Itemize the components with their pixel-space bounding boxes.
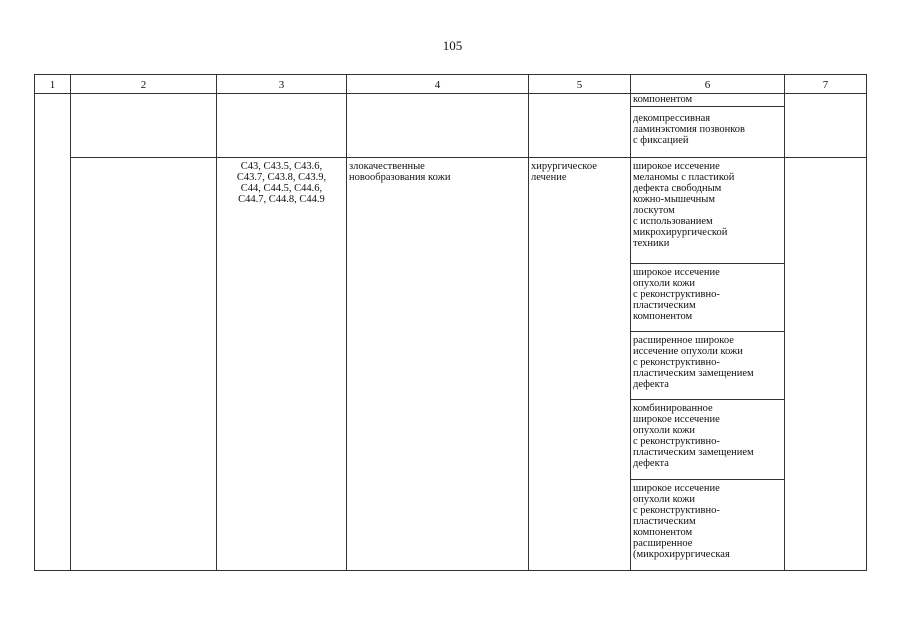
cost-cell [785, 158, 867, 571]
column-header-1: 1 [35, 75, 71, 94]
column-header-2: 2 [71, 75, 217, 94]
column-header-3: 3 [217, 75, 347, 94]
diagnosis-codes-cell: C43, C43.5, C43.6, C43.7, C43.8, C43.9, C44, C44.5, C44.6, C44.7, C44.8, C44.9 [217, 158, 347, 571]
page-number: 105 [442, 38, 463, 53]
diagnosis-codes-cell [217, 94, 347, 158]
column-number-row [35, 75, 867, 94]
procedure-cell: широкое иссечение опухоли кожи с реконструктивно- пластическим компонентом [631, 264, 785, 332]
diagnosis-cell: злокачественные новообразования кожи [347, 158, 529, 571]
table-row [35, 158, 867, 264]
procedure-cell: широкое иссечение опухоли кожи с реконструктивно- пластическим компонентом расширенное (микрохирургическая [631, 480, 785, 571]
diagnosis-cell [347, 94, 529, 158]
cost-cell [785, 94, 867, 158]
procedure-cell: широкое иссечение меланомы с пластикой дефекта свободным кожно-мышечным лоскутом с использованием микрохирургической техники [631, 158, 785, 264]
column-header-6: 6 [631, 75, 785, 94]
procedure-cell: расширенное широкое иссечение опухоли кожи с реконструктивно- пластическим замещением дефекта [631, 332, 785, 400]
column-header-4: 4 [347, 75, 529, 94]
treatment-type-cell [529, 94, 631, 158]
treatment-type-cell: хирургическое лечение [529, 158, 631, 571]
column-header-7: 7 [785, 75, 867, 94]
column-header-5: 5 [529, 75, 631, 94]
procedure-cell: декомпрессивная ламинэктомия позвонков с фиксацией [631, 107, 785, 158]
medical-procedures-table [34, 74, 867, 571]
procedure-cell: компонентом [631, 94, 785, 107]
table-row [35, 94, 867, 107]
profile-cell [71, 94, 217, 158]
procedure-cell: комбинированное широкое иссечение опухоли кожи с реконструктивно- пластическим замещением дефекта [631, 400, 785, 480]
row-number-cell [35, 94, 71, 571]
profile-cell [71, 158, 217, 571]
